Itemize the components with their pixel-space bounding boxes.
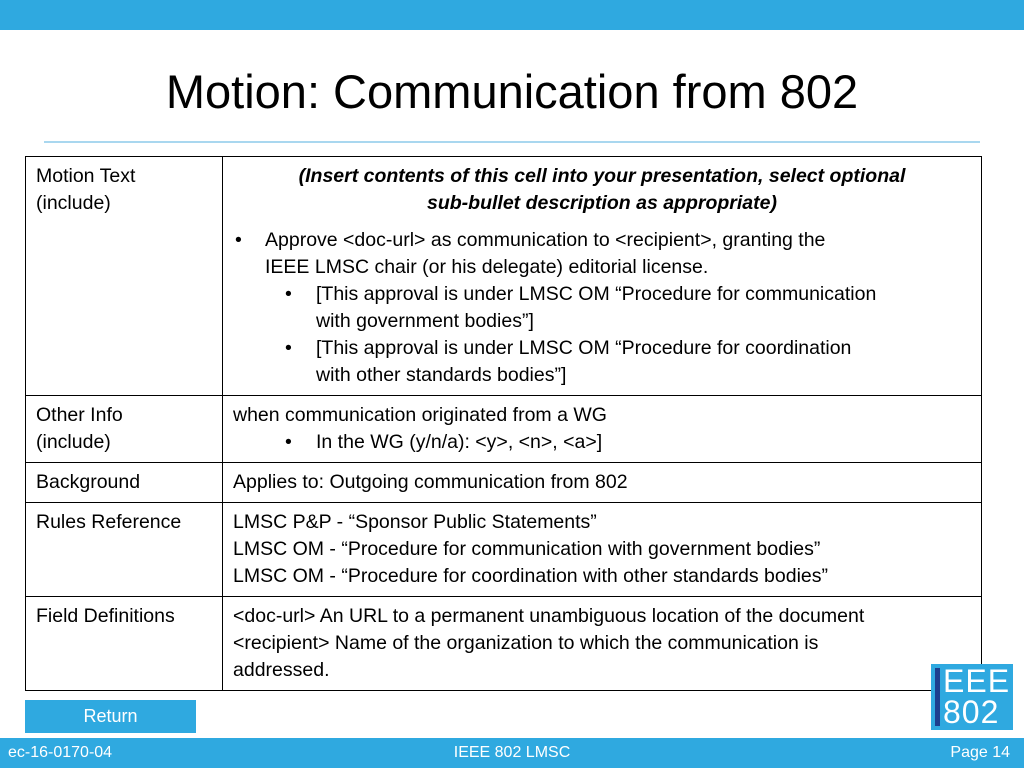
row-value-background: Applies to: Outgoing communication from 802 xyxy=(223,463,982,503)
bullet-line: • Approve <doc-url> as communication to <recipient>, granting the xyxy=(265,229,826,251)
other-info-sub-list xyxy=(233,429,971,456)
rule-line: LMSC OM - “Procedure for coordination with other standards bodies” xyxy=(233,565,829,587)
motion-table xyxy=(25,156,982,691)
top-accent-bar xyxy=(0,0,1024,30)
ieee-802-logo xyxy=(931,664,1013,730)
row-label-line: (include) xyxy=(36,431,111,453)
sub-bullet-line: • [This approval is under LMSC OM “Procedure for coordination xyxy=(316,337,852,359)
sub-bullet-standards xyxy=(316,335,971,389)
insert-instruction-note xyxy=(233,163,971,217)
logo-text-top: EEE xyxy=(943,663,1011,699)
title-divider xyxy=(44,141,980,143)
row-label-field-definitions: Field Definitions xyxy=(26,597,223,691)
footer-doc-id: ec-16-0170-04 xyxy=(8,744,113,761)
sub-bullet-government xyxy=(316,281,971,335)
bullet-line: IEEE LMSC chair (or his delegate) editorial license. xyxy=(265,256,709,278)
table-row-rules-reference xyxy=(26,503,982,597)
row-value-field-definitions xyxy=(223,597,982,691)
row-label-line: Motion Text xyxy=(36,165,136,187)
table-row-background xyxy=(26,463,982,503)
row-label-rules-reference: Rules Reference xyxy=(26,503,223,597)
sub-bullet-line: with other standards bodies”] xyxy=(316,364,567,386)
footer-center-label: IEEE 802 LMSC xyxy=(453,744,571,761)
row-label-line: Other Info xyxy=(36,404,123,426)
rule-line: LMSC OM - “Procedure for communication with government bodies” xyxy=(233,538,821,560)
definition-line: addressed. xyxy=(233,659,330,681)
row-label-other-info xyxy=(26,396,223,463)
table-row-motion-text xyxy=(26,157,982,396)
row-label-motion-text xyxy=(26,157,223,396)
motion-bullet xyxy=(265,227,971,389)
row-label-background: Background xyxy=(26,463,223,503)
table-row-other-info xyxy=(26,396,982,463)
row-label-line: (include) xyxy=(36,192,111,214)
footer-bar xyxy=(0,738,1024,768)
rule-line: LMSC P&P - “Sponsor Public Statements” xyxy=(233,511,597,533)
logo-bar xyxy=(935,668,940,726)
sub-bullet-line: with government bodies”] xyxy=(316,310,534,332)
row-value-other-info xyxy=(223,396,982,463)
logo-text-bottom: 802 xyxy=(943,694,1000,730)
sub-bullet-line: • [This approval is under LMSC OM “Procedure for communication xyxy=(316,283,877,305)
row-value-rules-reference xyxy=(223,503,982,597)
definition-line: <doc-url> An URL to a permanent unambiguous location of the document xyxy=(233,605,865,627)
return-button[interactable]: Return xyxy=(25,700,196,733)
sub-bullet-list xyxy=(265,281,971,389)
table-row-field-definitions xyxy=(26,597,982,691)
definition-line: <recipient> Name of the organization to which the communication is xyxy=(233,632,819,654)
wg-sub-bullet-text: In the WG (y/n/a): <y>, <n>, <a>] xyxy=(316,431,603,453)
slide-title: Motion: Communication from 802 xyxy=(165,65,859,118)
row-value-motion-text xyxy=(223,157,982,396)
footer-page-number: Page 14 xyxy=(950,744,1010,761)
motion-bullet-list xyxy=(233,227,971,389)
wg-sub-bullet xyxy=(316,429,971,456)
note-line: (Insert contents of this cell into your presentation, select optional xyxy=(298,165,906,187)
note-line: sub-bullet description as appropriate) xyxy=(427,192,777,214)
other-info-text: when communication originated from a WG xyxy=(233,404,607,426)
